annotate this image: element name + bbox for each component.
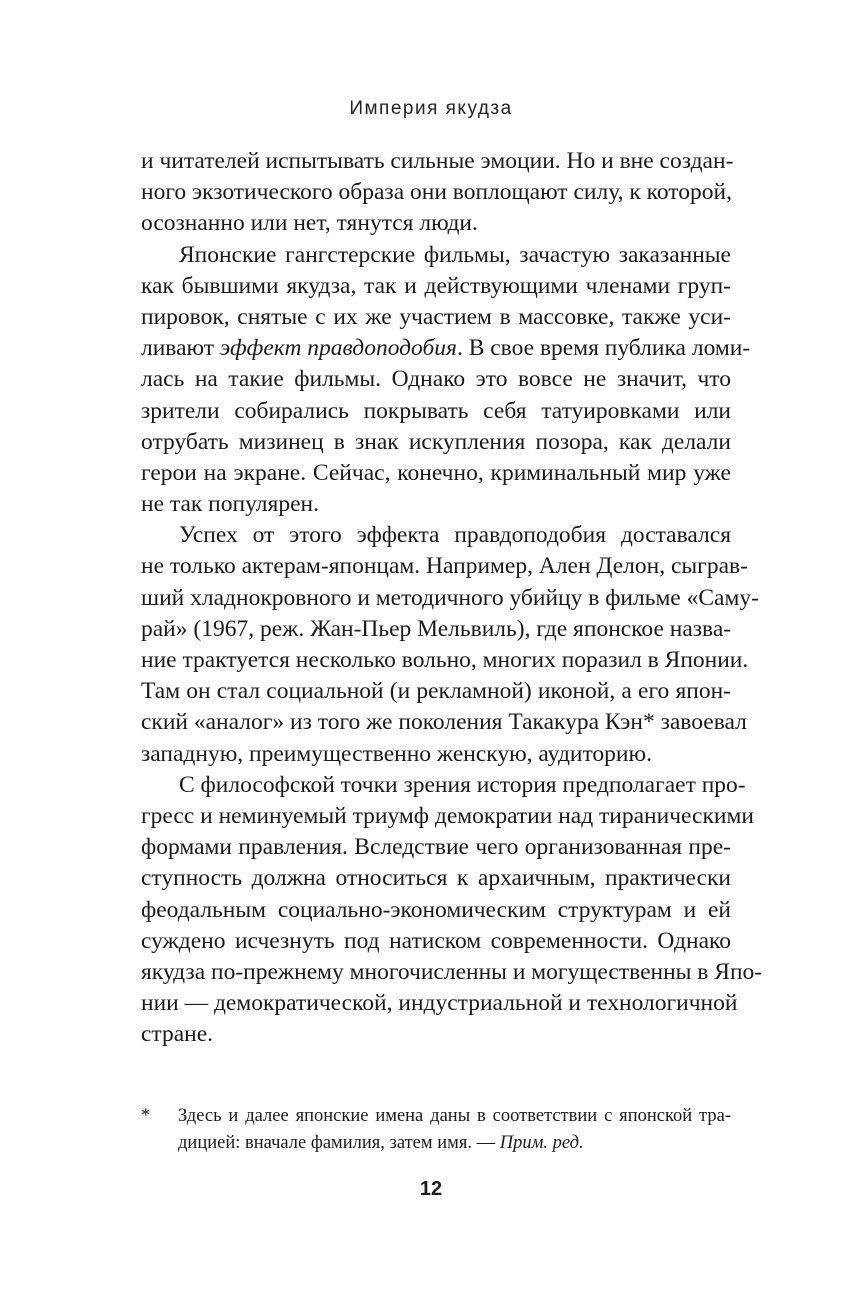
text-line: как бывшими якудза, так и действующими членами груп- xyxy=(141,272,731,299)
body-text xyxy=(141,146,763,1050)
text-run: ливают xyxy=(141,335,220,362)
text-run: . В свое время публика ломи- xyxy=(456,335,751,362)
text-line: осознанно или нет, тянутся люди. xyxy=(141,210,478,237)
text-line: зрители собирались покрывать себя татуировками или xyxy=(141,397,731,424)
text-line: Там он стал социальной (и рекламной) иконой, а его япон- xyxy=(141,678,731,705)
text-line: якудза по-прежнему многочисленны и могущественны в Япо- xyxy=(141,958,763,985)
text-line: суждено исчезнуть под натиском современности. Однако xyxy=(141,927,731,954)
text-line: лась на такие фильмы. Однако это вовсе не значит, что xyxy=(141,366,731,393)
text-line: Успех от этого эффекта правдоподобия доставался xyxy=(179,522,731,549)
text-line: ступность должна относиться к архаичным, практически xyxy=(141,865,731,892)
text-line: рай» (1967, реж. Жан-Пьер Мельвиль), где японское назва- xyxy=(141,615,732,642)
text-line: не только актерам-японцам. Например, Ален Делон, сыграв- xyxy=(141,553,748,580)
footnote-line: Здесь и далее японские имена даны в соответствии с японской тра- xyxy=(178,1106,731,1126)
text-line: феодальным социально-экономическим структурам и ей xyxy=(141,896,731,923)
text-line: ский «аналог» из того же поколения Такакура Кэн* завоевал xyxy=(141,709,747,736)
text-line: ного экзотического образа они воплощают силу, к которой, xyxy=(141,179,732,206)
text-line: стране. xyxy=(141,1021,214,1048)
text-line-with-italic xyxy=(141,333,751,364)
text-line: гресс и неминуемый триумф демократии над тираническими xyxy=(141,802,754,829)
text-line: ние трактуется несколько вольно, многих поразил в Японии. xyxy=(141,647,749,673)
footnote xyxy=(141,1103,731,1157)
text-line: формами правления. Вследствие чего организованная пре- xyxy=(141,834,731,861)
page-number: 12 xyxy=(419,1178,443,1200)
footnote-body xyxy=(178,1103,731,1157)
text-line: не так популярен. xyxy=(141,491,319,518)
text-line: и читателей испытывать сильные эмоции. Но и вне создан- xyxy=(141,148,734,174)
italic-term: эффект правдоподобия xyxy=(219,335,457,362)
editor-note: Прим. ред. xyxy=(499,1133,584,1153)
text-line: ший хладнокровного и методичного убийцу в фильме «Саму- xyxy=(141,584,759,611)
running-head: Империя якудза xyxy=(349,98,513,119)
text-line: Японские гангстерские фильмы, зачастую заказанные xyxy=(179,241,731,268)
text-line: отрубать мизинец в знак искупления позора, как делали xyxy=(141,428,731,455)
text-line: нии — демократической, индустриальной и технологичной xyxy=(141,990,738,1017)
footnote-line xyxy=(178,1130,731,1157)
footnote-marker: * xyxy=(141,1106,151,1126)
text-line: пировок, снятые с их же участием в массовке, также уси- xyxy=(141,303,731,330)
footnote-text: дицией: вначале фамилия, затем имя. — xyxy=(178,1133,500,1153)
text-line: западную, преимущественно женскую, аудиторию. xyxy=(141,740,652,767)
text-line: герои на экране. Сейчас, конечно, криминальный мир уже xyxy=(141,459,731,486)
text-line: С философской точки зрения история предполагает про- xyxy=(179,771,746,798)
